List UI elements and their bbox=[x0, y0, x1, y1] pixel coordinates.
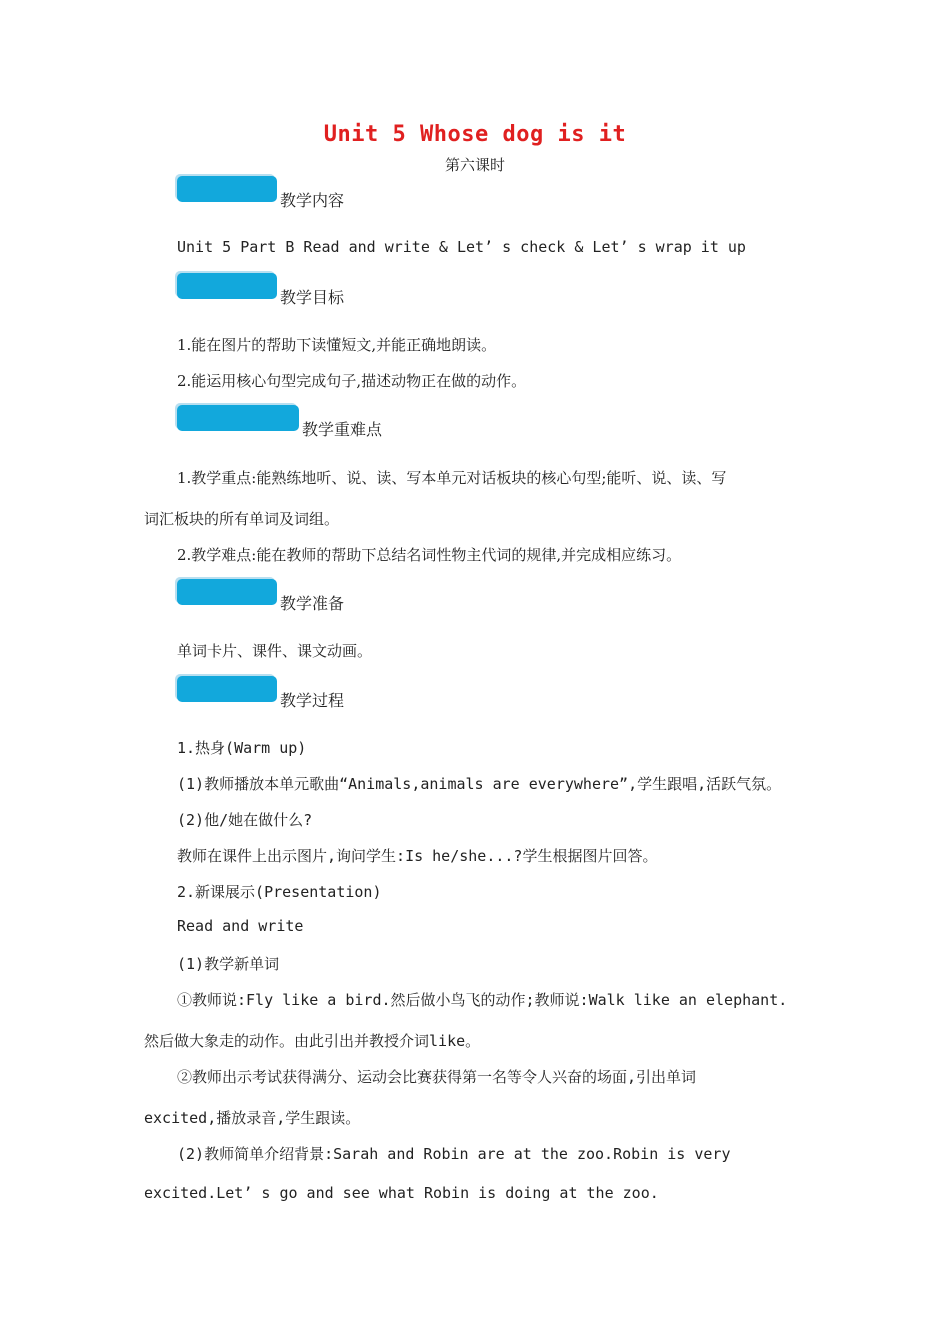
section-heading: 教学重难点 bbox=[302, 420, 383, 439]
process-line: ①教师说:Fly like a bird.然后做小鸟飞的动作;教师说:Walk like an elephant. bbox=[177, 991, 788, 1009]
process-line: 2.新课展示(Presentation) bbox=[177, 883, 382, 901]
section-tag-decoration bbox=[177, 176, 277, 202]
goal-item: 2.能运用核心句型完成句子,描述动物正在做的动作。 bbox=[177, 372, 527, 390]
process-line-continued: excited.Let’ s go and see what Robin is doing at the zoo. bbox=[144, 1184, 659, 1202]
section-heading: 教学目标 bbox=[280, 288, 345, 307]
process-line: ②教师出示考试获得满分、运动会比赛获得第一名等令人兴奋的场面,引出单词 bbox=[177, 1068, 697, 1086]
process-line: (1)教师播放本单元歌曲“Animals,animals are everywhere”,学生跟唱,活跃气氛。 bbox=[177, 775, 782, 793]
section-heading: 教学准备 bbox=[280, 594, 345, 613]
lesson-subtitle: 第六课时 bbox=[444, 156, 505, 174]
section-heading: 教学过程 bbox=[280, 691, 345, 710]
section-heading: 教学内容 bbox=[280, 191, 345, 210]
section-tag-decoration bbox=[177, 579, 277, 605]
process-line: Read and write bbox=[177, 917, 304, 935]
key-point-item: 1.教学重点:能熟练地听、说、读、写本单元对话板块的核心句型;能听、说、读、写 bbox=[177, 469, 727, 487]
process-line-continued: 然后做大象走的动作。由此引出并教授介词like。 bbox=[144, 1032, 481, 1050]
page-title: Unit 5 Whose dog is it bbox=[323, 122, 627, 147]
process-line: (1)教学新单词 bbox=[177, 955, 280, 973]
goal-item: 1.能在图片的帮助下读懂短文,并能正确地朗读。 bbox=[177, 336, 497, 354]
process-line-continued: excited,播放录音,学生跟读。 bbox=[144, 1109, 361, 1127]
section-tag-decoration bbox=[177, 405, 299, 431]
process-line: 1.热身(Warm up) bbox=[177, 739, 307, 757]
process-line: (2)教师简单介绍背景:Sarah and Robin are at the zoo.Robin is very bbox=[177, 1145, 731, 1163]
key-point-item-continued: 词汇板块的所有单词及词组。 bbox=[144, 510, 340, 528]
content-body: Unit 5 Part B Read and write & Let’ s check & Let’ s wrap it up bbox=[177, 238, 746, 256]
prep-body: 单词卡片、课件、课文动画。 bbox=[177, 642, 373, 660]
section-tag-decoration bbox=[177, 676, 277, 702]
process-line: (2)他/她在做什么? bbox=[177, 811, 313, 829]
key-point-item: 2.教学难点:能在教师的帮助下总结名词性物主代词的规律,并完成相应练习。 bbox=[177, 546, 682, 564]
process-line: 教师在课件上出示图片,询问学生:Is he/she...?学生根据图片回答。 bbox=[177, 847, 658, 865]
section-tag-decoration bbox=[177, 273, 277, 299]
